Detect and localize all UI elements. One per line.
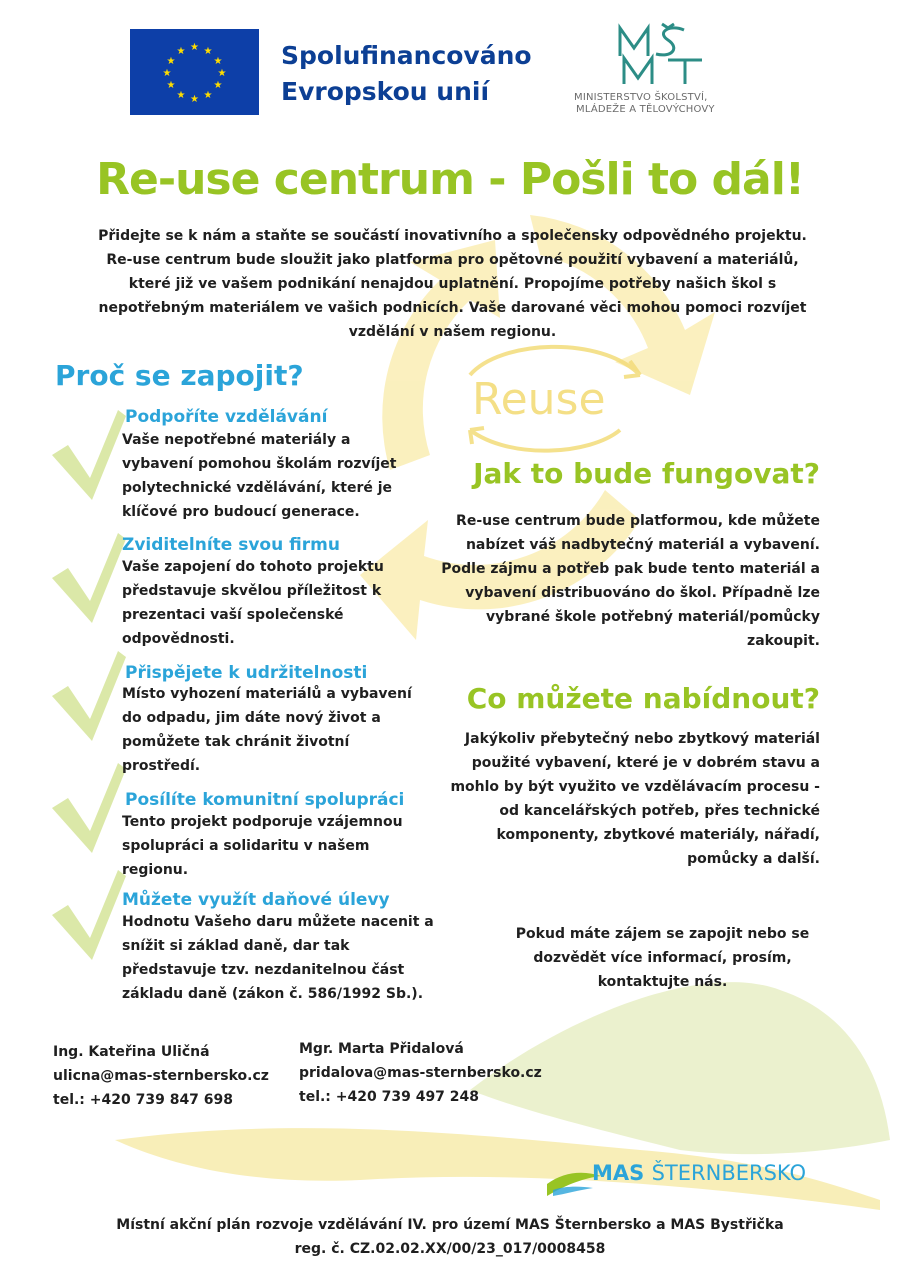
svg-text:★: ★	[190, 42, 199, 53]
contact-note: Pokud máte zájem se zapojit nebo se dozvědět více informací, prosím, kontaktujte nás.	[515, 926, 810, 990]
check-icon	[52, 651, 126, 741]
how-title: Jak to bude fungovat?	[473, 457, 820, 490]
eu-text-line1: Spolufinancováno	[281, 41, 532, 70]
how-text: Re-use centrum bude platformou, kde můžete nabízet váš nadbytečný materiál a vybavení. Podle zájmu a potřeb pak bude tento materiál a vybavení distribuováno do škol. Případně lze vybrané škole potřebný materiál/pomůcky zakoupit.	[441, 513, 820, 649]
contact-card	[299, 1037, 579, 1109]
svg-text:★: ★	[190, 94, 199, 105]
svg-text:★: ★	[203, 90, 213, 101]
ministry-name	[574, 92, 754, 116]
footer-line1: Místní akční plán rozvoje vzdělávání IV. pro území MAS Šternbersko a MAS Bystřička	[116, 1217, 784, 1233]
eu-flag-icon	[130, 29, 259, 115]
reuse-word: Reuse	[472, 374, 606, 425]
contact-email[interactable]: pridalova@mas-sternbersko.cz	[299, 1065, 542, 1081]
page-title: Re-use centrum - Pošli to dál!	[96, 154, 804, 205]
why-item-text: Hodnotu Vašeho daru můžete nacenit a snížit si základ daně, dar tak představuje tzv. nezdanitelnou část základu daně (zákon č. 586/1992 Sb.).	[122, 914, 434, 1002]
offer-text: Jakýkoliv přebytečný nebo zbytkový materiál použité vybavení, které je v dobrém stavu a mohlo by být využito ve vzdělávacím procesu - od kancelářských potřeb, přes technické komponenty, zbytkové materiály, nářadí, pomůcky a další.	[450, 731, 820, 867]
contact-name: Ing. Kateřina Uličná	[53, 1044, 210, 1060]
svg-text:★: ★	[162, 68, 172, 79]
contact-phone[interactable]: tel.: +420 739 497 248	[299, 1089, 480, 1105]
why-item-heading: Zviditelníte svou firmu	[122, 535, 340, 555]
mas-logo-bold: MAS	[592, 1161, 645, 1185]
contact-phone[interactable]: tel.: +420 739 847 698	[53, 1092, 234, 1108]
why-item-heading: Posílíte komunitní spolupráci	[125, 790, 405, 810]
contact-email[interactable]: ulicna@mas-sternbersko.cz	[53, 1068, 269, 1084]
why-title: Proč se zapojit?	[55, 359, 304, 392]
why-item-heading: Podpoříte vzdělávání	[125, 407, 328, 427]
eu-text-line2: Evropskou unií	[281, 77, 490, 106]
contact-name: Mgr. Marta Přidalová	[299, 1041, 464, 1057]
why-item-text: Místo vyhození materiálů a vybavení do odpadu, jim dáte nový život a pomůžete tak chránit životní prostředí.	[122, 686, 412, 774]
check-icon	[52, 870, 126, 960]
intro-paragraph: Přidejte se k nám a staňte se součástí inovativního a společensky odpovědného projektu. Re-use centrum bude sloužit jako platforma pro opětovné použití vybavení a materiálů, které již ve vašem podnikání nenajdou uplatnění. Propojíme potřeby našich škol s nepotřebným materiálem ve vašich podnicích. Vaše darované věci mohou pomoci rozvíjet vzdělání v našem regionu.	[98, 228, 807, 340]
check-icon	[52, 763, 126, 853]
why-item-text: Vaše nepotřebné materiály a vybavení pomohou školám rozvíjet polytechnické vzdělávání, které je klíčové pro budoucí generace.	[122, 432, 397, 520]
offer-title: Co můžete nabídnout?	[466, 682, 820, 715]
ministry-line1: MINISTERSTVO ŠKOLSTVÍ,	[574, 92, 708, 103]
check-icon	[52, 410, 126, 500]
footer-line2: reg. č. CZ.02.02.XX/00/23_017/0008458	[294, 1241, 606, 1257]
ministry-line2: MLÁDEŽE A TĚLOVÝCHOVY	[576, 104, 715, 115]
svg-text:★: ★	[213, 56, 223, 67]
contact-card	[53, 1040, 303, 1112]
why-item-heading: Přispějete k udržitelnosti	[125, 663, 368, 683]
svg-text:★: ★	[217, 68, 227, 79]
mas-logo-rest: ŠTERNBERSKO	[651, 1161, 807, 1185]
check-icon	[52, 533, 126, 623]
check-marks	[52, 410, 126, 960]
why-item-text: Tento projekt podporuje vzájemnou spolupráci a solidaritu v našem regionu.	[122, 814, 403, 878]
svg-text:★: ★	[213, 80, 223, 91]
svg-text:★: ★	[166, 80, 176, 91]
svg-text:★: ★	[166, 56, 176, 67]
footer	[0, 1213, 900, 1261]
why-item-text: Vaše zapojení do tohoto projektu představuje skvělou příležitost k prezentaci vaší společenské odpovědnosti.	[122, 559, 384, 647]
eu-cofunding-text	[281, 38, 532, 110]
svg-text:★: ★	[203, 46, 213, 57]
svg-text:★: ★	[176, 90, 186, 101]
why-item-heading: Můžete využít daňové úlevy	[122, 890, 390, 910]
svg-text:★: ★	[176, 46, 186, 57]
mas-logo-text	[592, 1158, 806, 1188]
msmt-logo-icon	[612, 22, 712, 88]
